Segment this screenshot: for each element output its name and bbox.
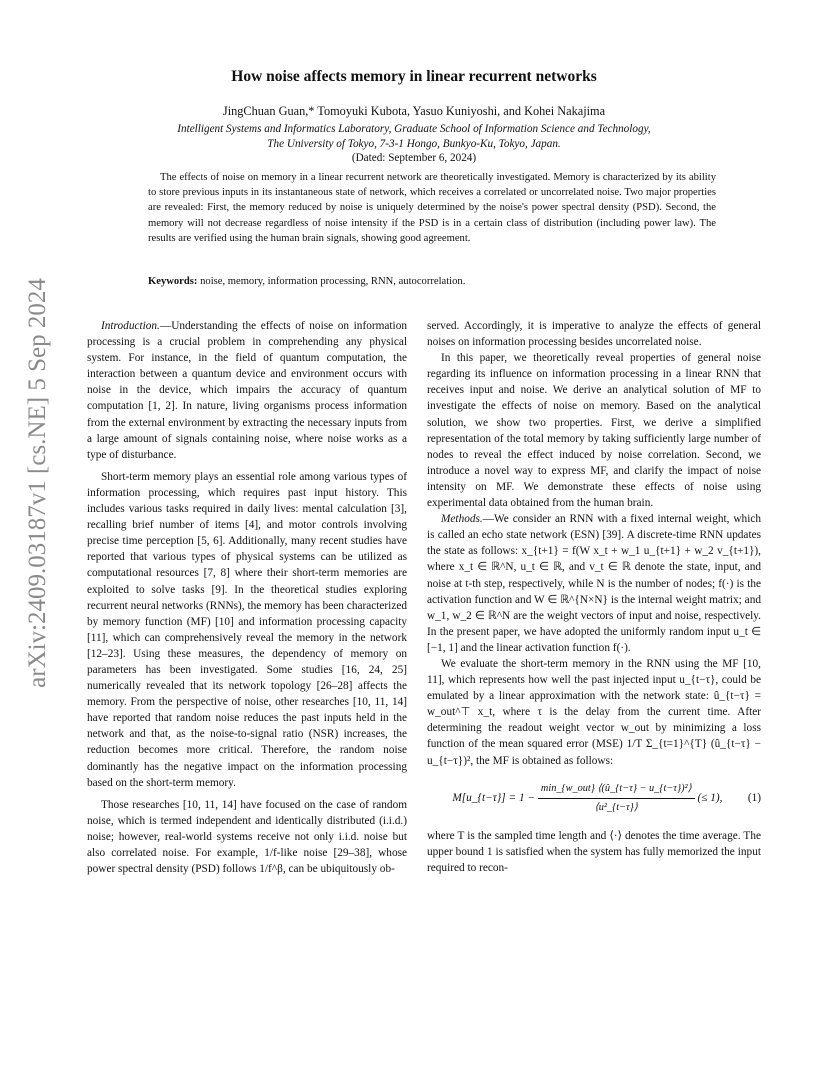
paper-title: How noise affects memory in linear recurrent networks — [231, 68, 597, 85]
noise-paragraph: Those researches [10, 11, 14] have focused on the case of random noise, which is termed independent and identically distributed (i.i.d.) noise; however, real-world systems receive not only i.i.d. noise but also correlated noise. For example, 1/f-like noise [29–38], whose power spectral density (PSD) follows 1/f^β, can be ubiquitously ob- — [87, 798, 407, 876]
equation-denominator: ⟨u²_{t−τ}⟩ — [594, 801, 638, 813]
arxiv-id-text: arXiv:2409.03187v1 [cs.NE] 5 Sep 2024 — [24, 278, 52, 688]
continued-paragraph: served. Accordingly, it is imperative to analyze the effects of general noises on information processing besides uncorrelated noise. — [427, 320, 761, 349]
after-equation-paragraph: where T is the sampled time length and ⟨·⟩ denotes the time average. The upper bound 1 is satisfied when the system has fully memorized the input required to recon- — [427, 829, 761, 874]
section-label-methods: Methods. — [441, 513, 483, 526]
equation-rhs: (≤ 1), — [697, 791, 723, 804]
paper-overview-paragraph: In this paper, we theoretically reveal properties of general noise regarding its influence on information processing in a linear RNN that receives input and noise. We derive an analytical solution of MF to investigate the effects of noise on memory. Based on the analytical solution, we show two properties. First, we derive a simplified representation of the total memory by taking sufficiently large number of nodes to reveal the effect induced by noise correlation. Second, we introduce a novel way to express MF, and clarify the impact of noise intensity on MF. We demonstrate these effects of noise using experimental data obtained from the human brain. — [427, 352, 761, 510]
abstract: The effects of noise on memory in a linear recurrent network are theoretically investigated. Memory is characterized by its ability to store previous inputs in its instantaneous state of network, which receives a correlated or uncorrelated noise. Two major properties are revealed: First, the memory reduced by noise is uniquely determined by the noise's power spectral density (PSD). Second, the memory will not decrease regardless of noise intensity if the PSD is in a certain class of distribution (including power law). The results are verified using the human brain signals, showing good agreement. — [148, 172, 716, 244]
section-label-introduction: Introduction. — [101, 320, 160, 332]
methods-paragraph — [427, 511, 761, 656]
author-list: JingChuan Guan,* Tomoyuki Kubota, Yasuo Kuniyoshi, and Kohei Nakajima — [222, 104, 606, 118]
affiliation — [100, 122, 728, 152]
right-column — [427, 318, 761, 876]
arxiv-identifier — [18, 268, 58, 698]
equation-numerator: min_{w_out} ⟨(û_{t−τ} − u_{t−τ})²⟩ — [538, 781, 695, 799]
left-column — [87, 318, 407, 877]
keywords-text: noise, memory, information processing, RNN, autocorrelation. — [200, 276, 466, 287]
equation-number: (1) — [747, 792, 761, 805]
intro-text: —Understanding the effects of noise on information processing is a crucial problem in comprehending any physical system. For instance, in the field of quantum computation, the interaction between a quantum device and environment occurs with noise in the device, which impairs the accuracy of quantum computation [1, 2]. In nature, living organisms process information from the external environment by extracting the necessary inputs from a large amount of signals containing noise, where noise works as a type of disturbance. — [87, 320, 407, 461]
memory-paragraph: Short-term memory plays an essential role among various types of information processing, which requires past input history. This includes various tasks required in daily lives: mental calculation [3], recalling brief number of items [4], and motor controls involving precise time perception [5, 6]. Additionally, many recent studies have reported that various types of physical systems can be utilized as computational resources [7, 8] where their short-term memories are exploited to solve tasks [9]. In the theoretical studies exploring recurrent neural networks (RNNs), the memory has been characterized by memory function (MF) [10] and information processing capacity [11], which can comprehensively reveal the memory in the network [12–23]. Using these measures, the dependency of memory on parameters has been investigated. Some studies [16, 24, 25] numerically revealed that its network topology [26–28] affects the memory. From the perspective of noise, other researches [10, 11, 14] have reported that random noise reduces the past inputs held in the network and that, as the noise-to-signal ratio (NSR) increases, the reduction becomes more critical. Therefore, the random noise dominantly has the negative impact on the information processing based on the short-term memory. — [87, 470, 407, 789]
intro-paragraph — [87, 318, 407, 463]
affiliation-line-1: Intelligent Systems and Informatics Laboratory, Graduate School of Information Science and Technology, — [177, 123, 651, 135]
equation-body — [427, 781, 748, 816]
methods-text: —We consider an RNN with a fixed internal weight, which is called an echo state network (ESN) [39]. A discrete-time RNN updates the state as follows: x_{t+1} = f(W x_t + w_1 u_{t+1} + w_2 v_{t+1}), where x_t ∈ ℝ^N, u_t ∈ ℝ, and v_t ∈ ℝ denote the state, input, and noise at t-th step, respectively, while N is the number of nodes; f(·) is the activation function and W ∈ ℝ^{N×N} is the internal weight matrix; and w_1, w_2 ∈ ℝ^N are the weight vectors of input and noise, respectively. In the present paper, we have adopted the uniformly random input u_t ∈ [−1, 1] and the linear activation function f(·). — [427, 513, 761, 654]
equation-fraction — [538, 781, 695, 816]
equation-1 — [427, 781, 761, 816]
memory-function-paragraph: We evaluate the short-term memory in the RNN using the MF [10, 11], which represents how well the past injected input u_{t−τ}, could be emulated by a linear approximation with the network state: û_{t−τ} = w_out^⊤ x_t, where τ is the delay from the current time. After determining the readout weight vector w_out by minimizing a loss function of the mean squared error (MSE) 1/T Σ_{t=1}^{T} (û_{t−τ} − u_{t−τ})², the MF is obtained as follows: — [427, 657, 761, 767]
date-line: (Dated: September 6, 2024) — [351, 152, 477, 164]
keywords-label: Keywords: — [148, 276, 198, 287]
equation-lhs: M[u_{t−τ}] = 1 − — [452, 791, 536, 804]
affiliation-line-2: The University of Tokyo, 7-3-1 Hongo, Bunkyo-Ku, Tokyo, Japan. — [267, 138, 561, 150]
keywords-line — [148, 276, 716, 287]
